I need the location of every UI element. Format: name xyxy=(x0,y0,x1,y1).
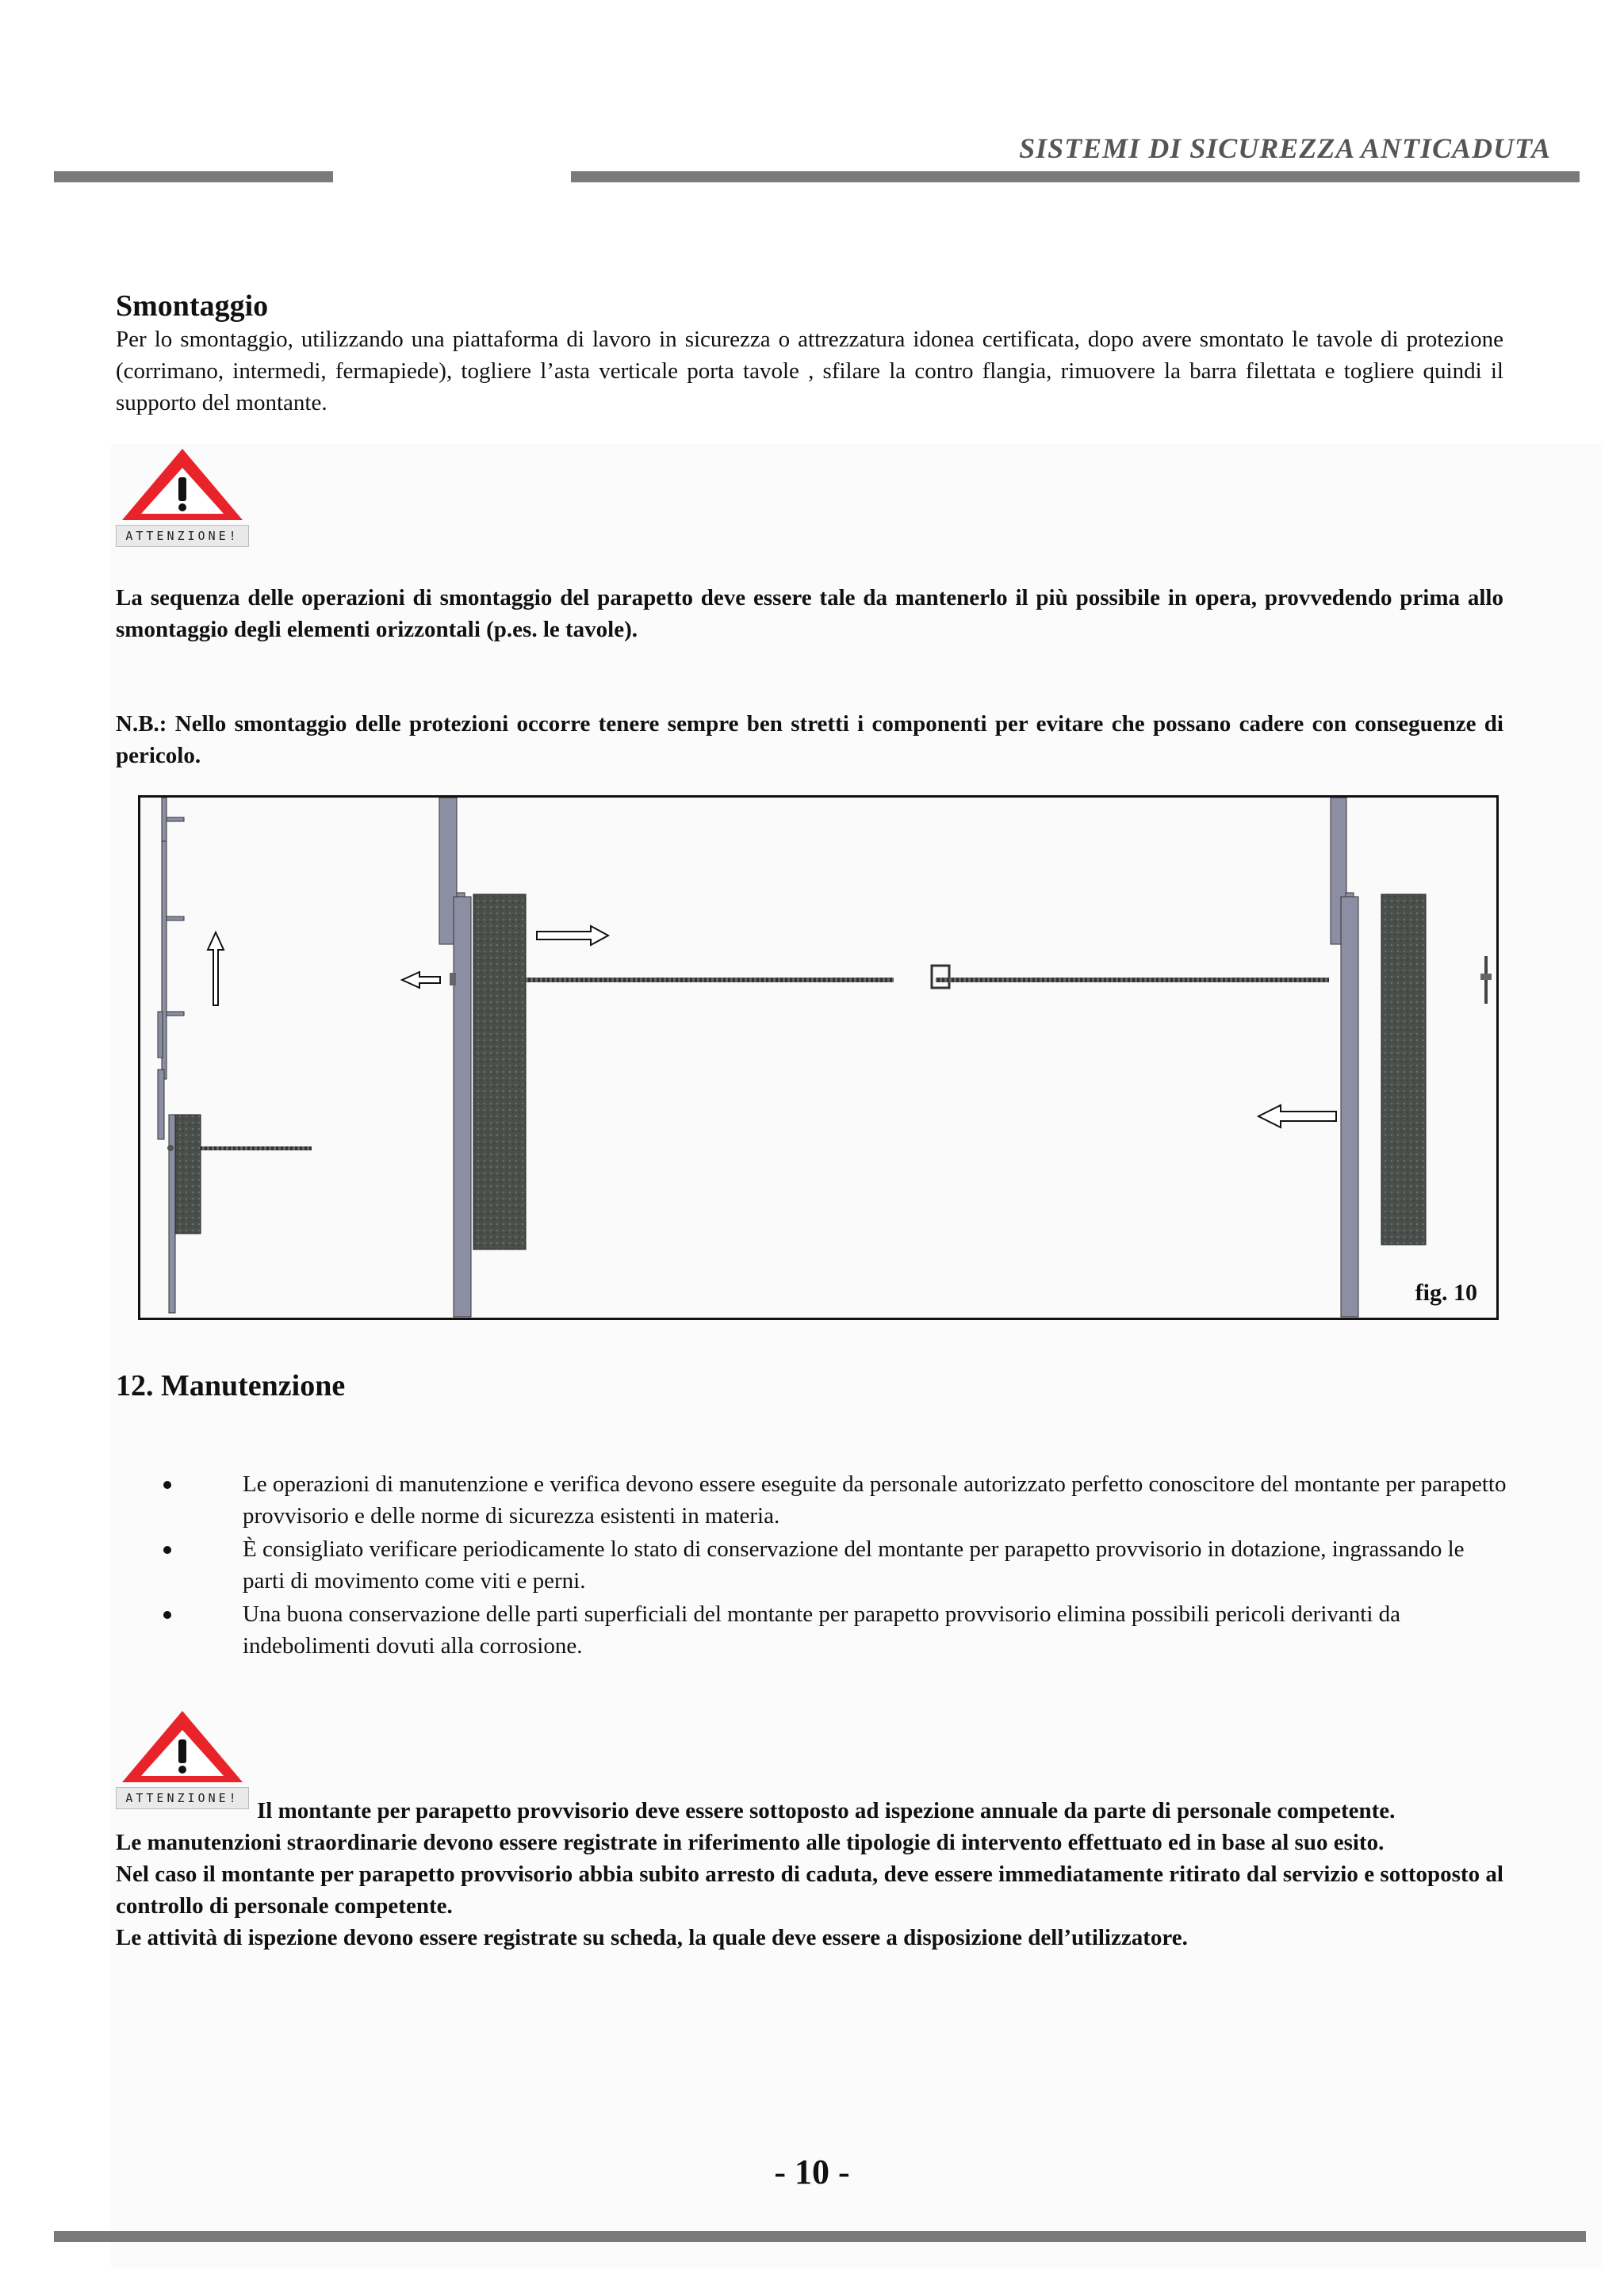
middle-post-assembly xyxy=(439,798,894,1317)
smontaggio-warning-text: La sequenza delle operazioni di smontaggio del parapetto deve essere tale da mantenerlo il più possibile in opera, provvedendo prima allo smontaggio degli elementi orizzontali (p.es. le tavole). xyxy=(116,585,1503,642)
up-arrow-icon xyxy=(208,932,224,1005)
warning-line-2: Le manutenzioni straordinarie devono essere registrate in riferimento alle tipologie di intervento effettuato ed in base al suo esito. xyxy=(116,1830,1385,1855)
list-item: È consigliato verificare periodicamente lo stato di conservazione del montante per parapetto provvisorio in dotazione, ingrassando le parti di movimento come viti e perni. xyxy=(116,1533,1511,1597)
smontaggio-section xyxy=(116,289,1503,419)
figure-10 xyxy=(138,795,1499,1320)
warning-triangle-icon xyxy=(116,444,249,523)
warning-line-4: Le attività di ispezione devono essere registrate su scheda, la quale deve essere a disposizione dell’utilizzatore. xyxy=(116,1925,1188,1950)
list-item: Le operazioni di manutenzione e verifica devono essere eseguite da personale autorizzato perfetto conoscitore del montante per parapetto provvisorio e delle norme di sicurezza esistenti in materia. xyxy=(116,1468,1511,1532)
warning-line-1: Il montante per parapetto provvisorio deve essere sottoposto ad ispezione annuale da parte di personale competente. xyxy=(257,1798,1396,1823)
document-title: SISTEMI DI SICUREZZA ANTICADUTA xyxy=(1019,132,1551,164)
header-rule-left xyxy=(54,171,333,182)
left-arrow-icon xyxy=(1258,1105,1336,1127)
smontaggio-text: Per lo smontaggio, utilizzando una piattaforma di lavoro in sicurezza o attrezzatura idonea certificata, dopo avere smontato le tavole di protezione (corrimano, intermedi, fermapiede), togliere l’asta verticale porta tavole , sfilare la contro flangia, rimuovere la barra filettata e togliere quindi il supporto del montante. xyxy=(116,327,1503,415)
header-rule-right xyxy=(571,171,1580,182)
warning-label: ATTENZIONE! xyxy=(116,1787,249,1809)
figure-caption: fig. 10 xyxy=(1415,1280,1477,1306)
smontaggio-heading: Smontaggio xyxy=(116,289,269,323)
manutenzione-heading-block xyxy=(116,1368,1503,1403)
warning-label: ATTENZIONE! xyxy=(116,525,249,547)
smontaggio-nb xyxy=(116,708,1503,771)
smontaggio-warning xyxy=(116,582,1503,645)
manutenzione-warning xyxy=(116,1795,1503,1954)
nb-text: N.B.: Nello smontaggio delle protezioni occorre tenere sempre ben stretti i componenti per evitare che possano cadere con conseguenze di pericolo. xyxy=(116,711,1503,768)
warning-sign-2 xyxy=(116,1706,249,1809)
footer-rule xyxy=(54,2231,1586,2242)
right-post-assembly xyxy=(932,798,1492,1317)
disassembly-diagram xyxy=(140,798,1496,1318)
warning-sign-1 xyxy=(116,444,249,547)
manutenzione-heading: 12. Manutenzione xyxy=(116,1369,346,1402)
left-post-assembly xyxy=(158,798,312,1313)
warning-line-3: Nel caso il montante per parapetto provvisorio abbia subito arresto di caduta, deve essere immediatamente ritirato dal servizio e sottoposto al controllo di personale competente. xyxy=(116,1862,1503,1919)
right-arrow-icon xyxy=(537,926,608,945)
page-number: - 10 - xyxy=(774,2152,850,2191)
warning-triangle-icon xyxy=(116,1706,249,1785)
manutenzione-list xyxy=(116,1468,1511,1663)
left-arrow-icon xyxy=(402,972,440,988)
list-item: Una buona conservazione delle parti superficiali del montante per parapetto provvisorio elimina possibili pericoli derivanti da indebolimenti dovuti alla corrosione. xyxy=(116,1598,1511,1662)
